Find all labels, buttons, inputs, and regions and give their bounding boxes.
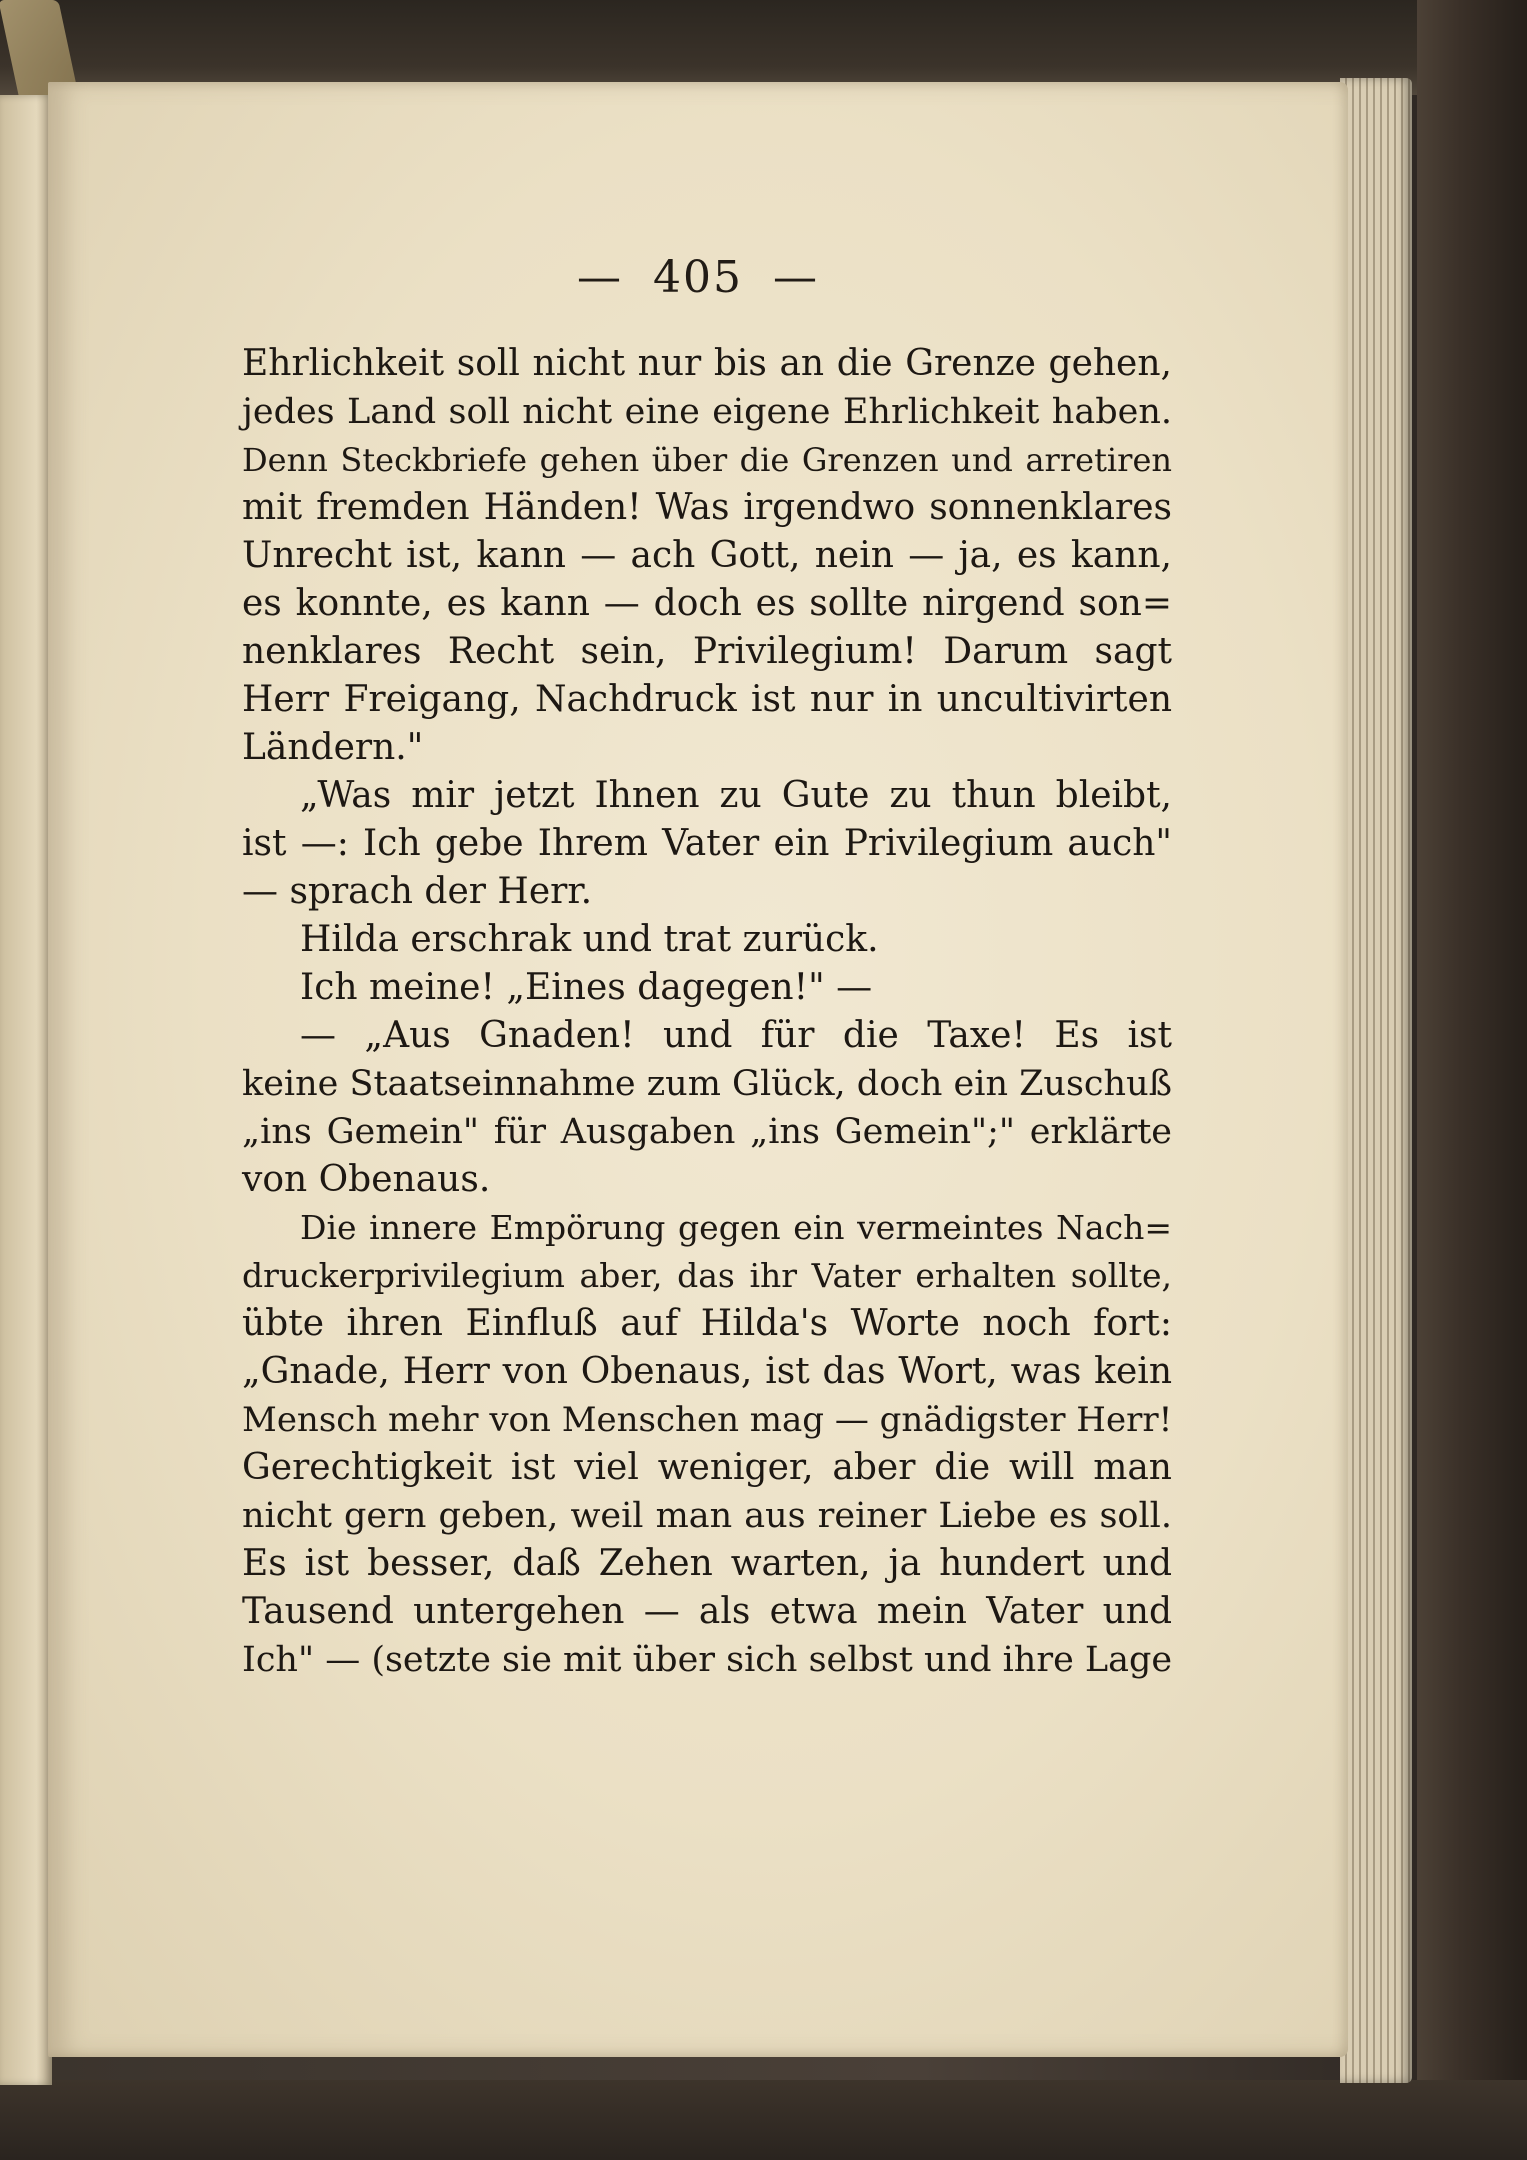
text-line: Ehrlichkeit soll nicht nur bis an die Grenze gehen, [242, 343, 1172, 384]
text-line: Tausend untergehen — als etwa mein Vater und [242, 1591, 1172, 1632]
previous-page-edge [0, 95, 52, 2085]
text-line: „Was mir jetzt Ihnen zu Gute zu thun bleibt, [300, 775, 1172, 816]
body-text [242, 340, 1172, 1684]
page-stack-edge [1340, 78, 1412, 2083]
book-cover-right-edge [1417, 0, 1527, 2160]
book-cover-bottom-edge [0, 2080, 1527, 2160]
text-line: Mensch mehr von Menschen mag — gnädigster Herr! [242, 1400, 1173, 1440]
text-line: „ins Gemein" für Ausgaben „ins Gemein";" erklärte [242, 1112, 1172, 1152]
text-line: Herr Freigang, Nachdruck ist nur in uncultivirten [242, 679, 1172, 720]
text-line: von Obenaus. [242, 1159, 491, 1200]
text-line: Ich" — (setzte sie mit über sich selbst und ihre Lage [242, 1640, 1173, 1680]
header-dash-right: — [772, 252, 819, 303]
text-line: — „Aus Gnaden! und für die Taxe! Es ist [300, 1015, 1172, 1056]
text-line: Hilda erschrak und trat zurück. [300, 919, 879, 960]
text-line: nicht gern geben, weil man aus reiner Liebe es soll. [242, 1496, 1172, 1536]
text-line: Unrecht ist, kann — ach Gott, nein — ja, es kann, [242, 535, 1172, 576]
text-line: ist —: Ich gebe Ihrem Vater ein Privilegium auch" [242, 823, 1172, 864]
text-line: mit fremden Händen! Was irgendwo sonnenklares [242, 487, 1172, 528]
text-line: keine Staatseinnahme zum Glück, doch ein Zuschuß [242, 1064, 1172, 1104]
text-line: „Gnade, Herr von Obenaus, ist das Wort, was kein [242, 1351, 1172, 1392]
text-line: es konnte, es kann — doch es sollte nirgend son= [242, 583, 1172, 624]
header-dash-left: — [577, 252, 623, 303]
text-line: nenklares Recht sein, Privilegium! Darum sagt [242, 631, 1172, 672]
text-line: Die innere Empörung gegen ein vermeintes Nach= [300, 1208, 1172, 1247]
text-line: Denn Steckbriefe gehen über die Grenzen und arretiren [242, 441, 1172, 479]
text-line: Es ist besser, daß Zehen warten, ja hundert und [242, 1543, 1172, 1584]
text-line: Ländern." [242, 727, 424, 768]
text-line: Ich meine! „Eines dagegen!" — [300, 967, 873, 1008]
text-line: übte ihren Einfluß auf Hilda's Worte noch fort: [242, 1303, 1172, 1344]
text-line: druckerprivilegium aber, das ihr Vater erhalten sollte, [242, 1256, 1172, 1295]
text-line: jedes Land soll nicht eine eigene Ehrlichkeit haben. [242, 392, 1172, 432]
page-number: 405 [653, 252, 743, 303]
book-cover-top-edge [0, 0, 1527, 95]
page-header [48, 252, 1348, 303]
book-page [48, 82, 1348, 2057]
text-line: — sprach der Herr. [242, 871, 593, 912]
text-line: Gerechtigkeit ist viel weniger, aber die will man [242, 1447, 1172, 1488]
